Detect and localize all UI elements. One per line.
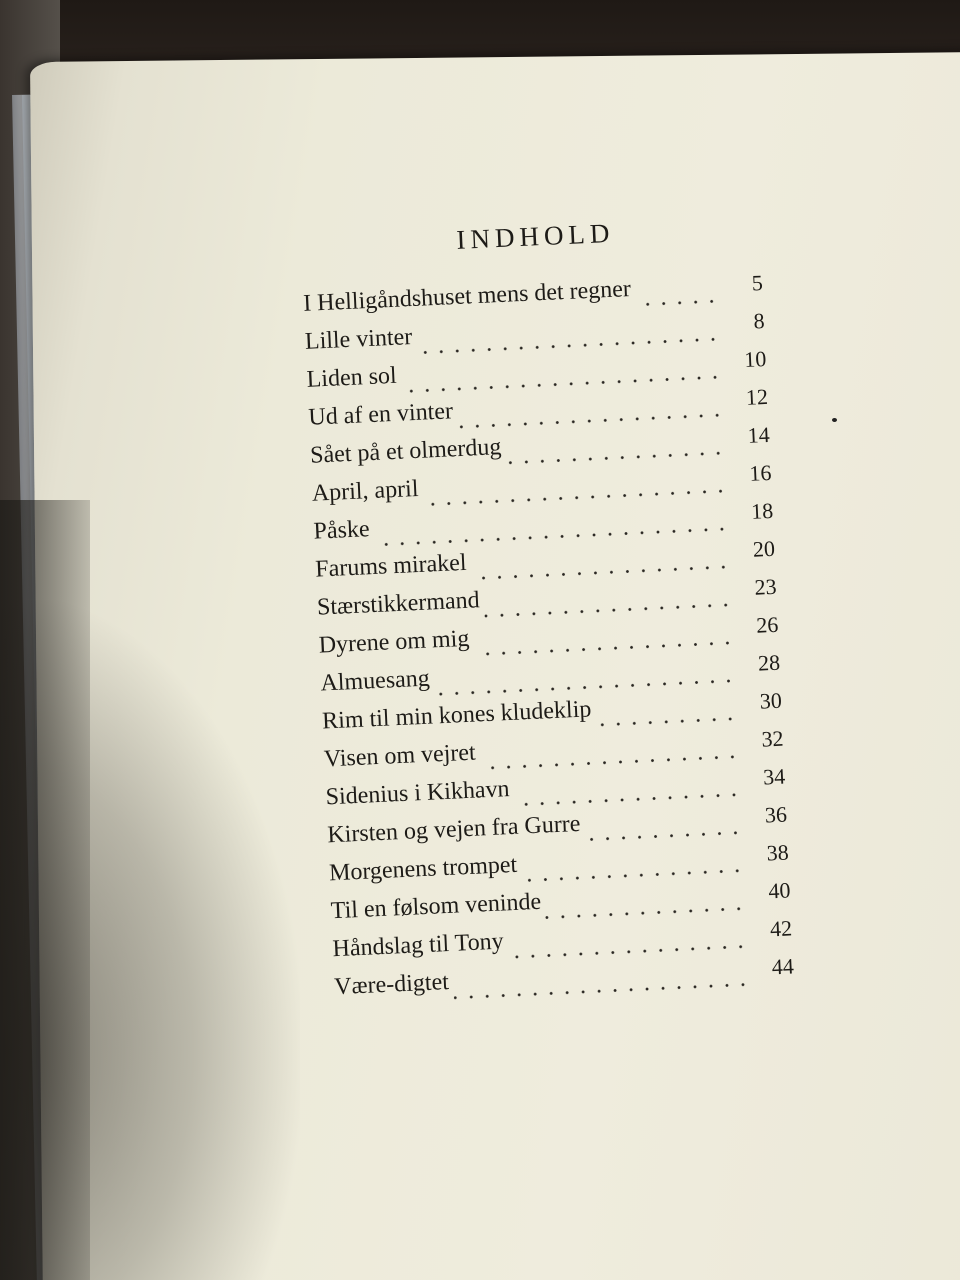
entry-page: 12 <box>745 383 769 410</box>
entry-title: Ud af en vinter <box>307 398 454 431</box>
entry-page: 36 <box>764 801 788 828</box>
leader-dots <box>635 283 720 307</box>
entry-title: Almuesang <box>319 665 431 697</box>
entry-title: Håndslag til Tony <box>331 928 505 963</box>
leader-dots <box>483 587 733 618</box>
entry-title: Visen om vejret <box>323 739 477 773</box>
entry-page: 32 <box>760 725 785 752</box>
entry-title: Liden sol <box>306 362 398 393</box>
entry-page: 23 <box>754 573 778 600</box>
entry-title: Være-digtet <box>333 969 450 1001</box>
entry-title: Sidenius i Kikhavn <box>325 776 511 811</box>
entry-title: Stærstikkermand <box>316 587 481 621</box>
leader-dots <box>508 928 749 959</box>
leader-dots <box>457 397 725 429</box>
leader-dots <box>521 852 745 882</box>
entry-title: Farums mirakel <box>314 549 468 583</box>
entry-page: 5 <box>751 270 764 296</box>
entry-page: 26 <box>755 611 779 638</box>
entry-page: 28 <box>757 649 781 676</box>
entry-page: 44 <box>771 953 795 980</box>
paper-speck <box>832 418 837 422</box>
entry-title: Sået på et olmerdug <box>309 434 502 469</box>
leader-dots <box>595 701 738 727</box>
entry-page: 18 <box>750 497 774 524</box>
entry-title: I Helligåndshuset mens det regner <box>302 276 632 317</box>
entry-title: Påske <box>313 516 371 545</box>
entry-page: 30 <box>759 687 783 714</box>
entry-page: 14 <box>747 421 771 448</box>
entry-title: April, april <box>311 475 420 507</box>
entry-title: Til en følsom veninde <box>330 888 542 925</box>
entry-title: Dyrene om mig <box>318 625 470 659</box>
entry-page: 8 <box>752 308 766 334</box>
leader-dots <box>480 739 741 771</box>
entry-title: Lille vinter <box>304 324 413 355</box>
entry-title: Kirsten og vejen fra Gurre <box>326 810 581 849</box>
entry-page: 38 <box>766 839 790 866</box>
leader-dots <box>513 777 742 807</box>
entry-title: Morgenens trompet <box>328 851 518 887</box>
entry-page: 20 <box>752 535 776 562</box>
leader-dots <box>505 435 726 465</box>
leader-dots <box>470 549 731 581</box>
entry-page: 16 <box>748 459 772 486</box>
leader-dots <box>453 966 751 999</box>
toc-list <box>303 270 795 1012</box>
leader-dots <box>545 890 747 919</box>
leader-dots <box>584 815 744 842</box>
entry-page: 40 <box>767 877 791 904</box>
entry-page: 34 <box>762 763 786 790</box>
leader-dots <box>473 625 735 657</box>
entry-page: 10 <box>743 345 767 372</box>
entry-title: Rim til min kones kludeklip <box>321 696 592 735</box>
toc-heading: INDHOLD <box>455 217 616 255</box>
entry-page: 42 <box>769 915 793 942</box>
table-of-contents <box>300 211 795 1012</box>
